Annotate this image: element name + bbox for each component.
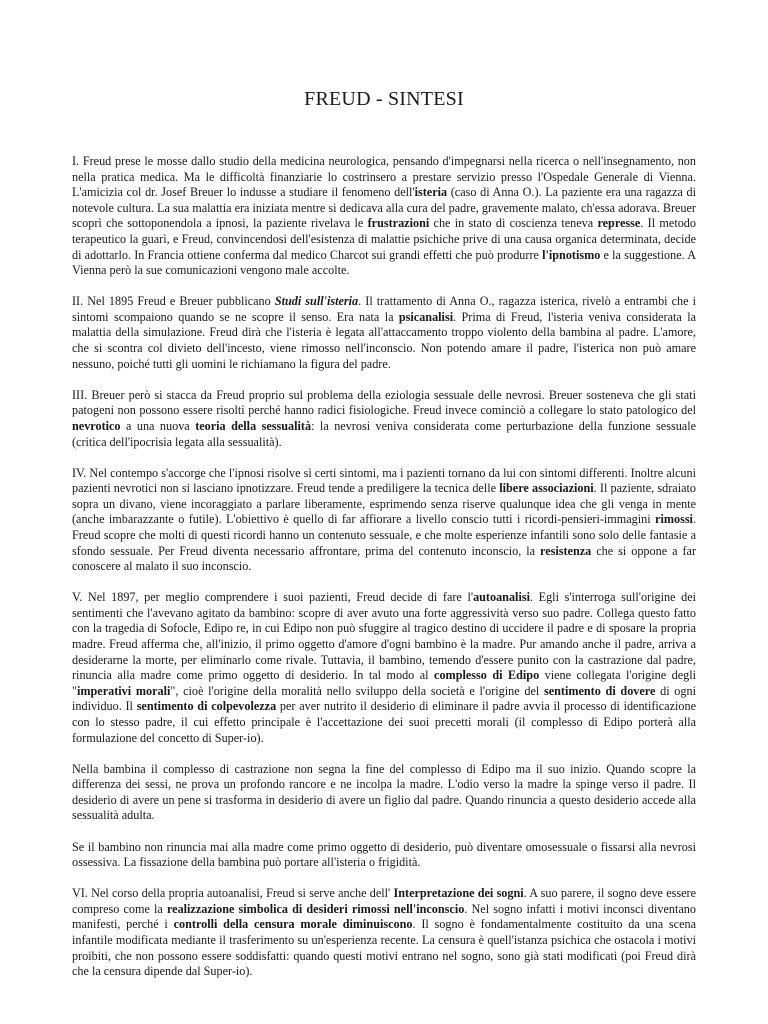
document-body <box>72 154 696 995</box>
emphasized-text: sentimento di dovere <box>543 683 656 698</box>
paragraph-text: II. Nel 1895 Freud e Breuer pubblicano <box>72 294 275 309</box>
paragraph-text: . A suo parere, il sogno deve essere compreso come la <box>72 886 696 916</box>
paragraph-text: . Il trattamento di Anna O., ragazza isterica, rivelò a entrambi che i sintomi scompaiono quando se ne scopre il senso. Era nata la <box>72 294 696 324</box>
paragraph-text: ", cioè l'origine della moralità nello sviluppo della società e l'origine del <box>170 683 544 698</box>
paragraph-text: I. Freud prese le mosse dallo studio della medicina neurologica, pensando d'impegnarsi nella ricerca o nell'insegnamento, non nella pratica medica. Ma le difficoltà finanziarie lo costrinsero a prestare servizio presso l'Ospedale Generale di Vienna. L'amicizia col dr. Josef Breuer lo indusse a studiare il fenomeno dell' <box>72 154 696 200</box>
paragraph-text: e la suggestione. A Vienna però la sue comunicazioni vengono male accolte. <box>72 247 696 278</box>
paragraph <box>72 294 696 372</box>
emphasized-text: rimossi <box>655 512 693 527</box>
emphasized-text: complesso di Edipo <box>434 668 540 683</box>
paragraph-text: di ogni individuo. Il <box>72 683 696 714</box>
paragraph-text: . Il sogno è fondamentalmente costituito da una scena infantile modificata mediante il trasferimento su un'esperienza recente. La censura è quell'istanza psichica che ostacola i motivi proibiti, che non possono essere soddisfatti: quando questi motivi entrano nel sogno, sono già stati modificati (poi Freud dirà che la censura dipende dal Super-io). <box>72 917 696 979</box>
paragraph-text: Se il bambino non rinuncia mai alla madre come primo oggetto di desiderio, può diventare omosessuale o fissarsi alla nevrosi ossessiva. La fissazione della bambina può portare all'isteria o frigidità. <box>72 839 696 870</box>
emphasized-text: Interpretazione dei sogni <box>393 886 524 901</box>
paragraph-text: (caso di Anna O.). La paziente era una ragazza di notevole cultura. La sua malattia era iniziata mentre si dedicava alla cura del padre, gravemente malato, ch'essa adorava. Breuer scoprì che sottoponendola a ipnosi, la paziente rivelava le <box>72 185 697 231</box>
paragraph-text: . Prima di Freud, l'isteria veniva considerata la malattia della simulazione. Freud dirà che l'isteria è legata all'attaccamento troppo violento della bambina al padre. L'amore, che si scontra col divieto dell'incesto, viene rimosso nell'inconscio. Non potendo amare il padre, l'isterica non può amare nessuno, poiché tutti gli uomini le richiamano la figura del padre. <box>72 309 696 371</box>
emphasized-text: controlli della censura morale diminuiscono <box>173 917 413 932</box>
paragraph <box>72 590 696 746</box>
emphasized-text: represse <box>597 216 641 231</box>
paragraph-text: IV. Nel contempo s'accorge che l'ipnosi risolve sì certi sintomi, ma i pazienti tornano da lui con sintomi differenti. Inoltre alcuni pazienti nevrotici non si lasciano ipnotizzare. Freud tende a prediligere la tecnica delle <box>72 465 696 496</box>
emphasized-text: l'ipnotismo <box>542 247 601 262</box>
paragraph-text: per aver nutrito il desiderio di eliminare il padre avvia il processo di identificazione con lo stesso padre, il cui effetto principale è l'accettazione dei suoi precetti morali (il complesso di Edipo porterà alla formulazione del concetto di Super-io). <box>72 699 696 745</box>
emphasized-text: autoanalisi <box>473 590 530 605</box>
paragraph-text: che si oppone a far conoscere al malato il suo inconscio. <box>72 543 696 574</box>
emphasized-text: imperativi morali <box>76 683 171 698</box>
paragraph-text: . Egli s'interroga sull'origine dei sentimenti che l'avevano agitato da bambino: scopre di aver avuto una forte aggressività verso suo padre. Collega questo fatto con la tragedia di Sofocle, Edipo re, in cui Edipo non può sfuggire al tragico destino di uccidere il padre e di sposare la propria madre. Freud afferma che, all'inizio, il primo oggetto d'amore d'ogni bambino è la madre. Pur amando anche il padre, arriva a desiderarne la morte, per eliminarlo come rivale. Tuttavia, il bambino, temendo d'essere punito con la castrazione dal padre, rinuncia alla madre come primo oggetto di desiderio. In tal modo al <box>72 590 696 683</box>
paragraph <box>72 466 696 575</box>
paragraph <box>72 840 696 871</box>
paragraph-text: Nella bambina il complesso di castrazione non segna la fine del complesso di Edipo ma il suo inizio. Quando scopre la differenza dei sessi, ne prova un profondo rancore e ne incolpa la madre. L'odio verso la madre la spinge verso il padre. Il desiderio di avere un pene si trasforma in desiderio di avere un figlio dal padre. Quando rinuncia a questo desiderio accede alla sessualità adulta. <box>72 761 696 823</box>
emphasized-text: realizzazione simbolica di desideri rimossi nell'inconscio <box>166 901 465 916</box>
emphasized-text: Studi sull'isteria <box>274 294 359 309</box>
paragraph <box>72 886 696 980</box>
emphasized-text: nevrotico <box>72 418 121 433</box>
paragraph-text: : la nevrosi veniva considerata come perturbazione della funzione sessuale (critica dell'ipocrisia legata alla sessualità). <box>72 418 696 449</box>
paragraph-text: a una nuova <box>120 418 196 433</box>
paragraph <box>72 388 696 450</box>
paragraph-text: . Freud scopre che molti di questi ricordi hanno un contenuto sessuale, e che molte esperienze infantili sono solo delle fantasie a sfondo sessuale. Per Freud diventa necessario affrontare, prima del contenuto inconscio, la <box>72 512 696 558</box>
document-title: FREUD - SINTESI <box>304 88 464 110</box>
emphasized-text: libere associazioni <box>499 481 594 496</box>
paragraph-text: che in stato di coscienza teneva <box>429 216 598 231</box>
paragraph-text: III. Breuer però si stacca da Freud proprio sul problema della eziologia sessuale delle nevrosi. Breuer sosteneva che gli stati patogeni non possono essere risolti perché hanno radici fisiologiche. Freud invece cominciò a collegare lo stato patologico del <box>72 387 696 418</box>
paragraph-text: . Il metodo terapeutico la guarì, e Freud, convincendosi dell'esistenza di malattie psichiche prive di una causa organica determinata, decide di adottarlo. In Francia ottiene conferma dal medico Charcot sui grandi effetti che può produrre <box>72 216 696 262</box>
emphasized-text: frustrazioni <box>367 216 430 231</box>
emphasized-text: sentimento di colpevolezza <box>136 699 277 714</box>
emphasized-text: resistenza <box>540 543 592 558</box>
paragraph <box>72 762 696 824</box>
paragraph-text: V. Nel 1897, per meglio comprendere i suoi pazienti, Freud decide di fare l' <box>72 590 474 605</box>
paragraph <box>72 154 696 279</box>
paragraph-text: viene collegata l'origine degli " <box>72 668 696 698</box>
paragraph-text: . Nel sogno infatti i motivi inconsci diventano manifesti, perché i <box>72 901 696 932</box>
paragraph-text: . Il paziente, sdraiato sopra un divano, viene incoraggiato a parlare liberamente, esprimendo senza riserve qualunque idea che gli venga in mente (anche imbarazzante o futile). L'obiettivo è quello di far affiorare a livello conscio tutti i ricordi-pensieri-immagini <box>72 481 696 527</box>
emphasized-text: teoria della sessualità <box>195 418 312 433</box>
paragraph-text: VI. Nel corso della propria autoanalisi, Freud si serve anche dell' <box>72 886 394 901</box>
emphasized-text: isteria <box>414 185 448 200</box>
emphasized-text: psicanalisi <box>398 309 454 324</box>
